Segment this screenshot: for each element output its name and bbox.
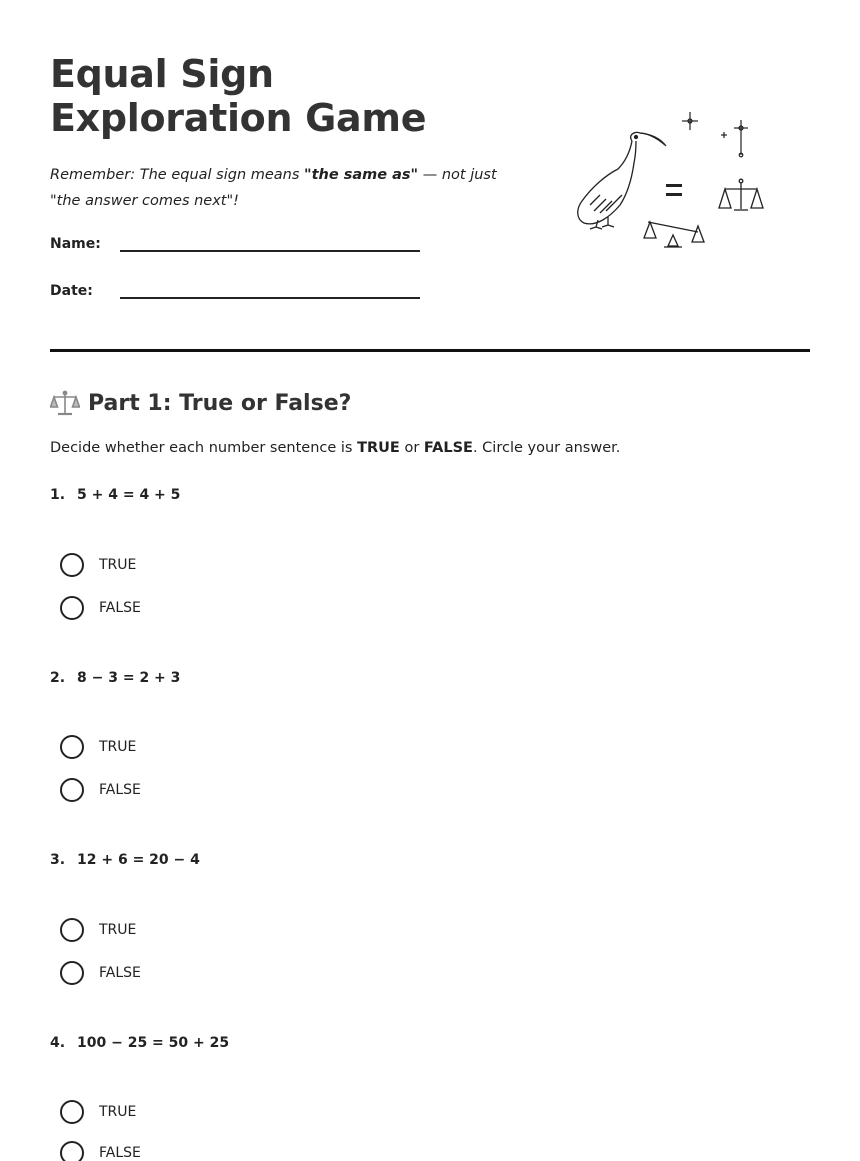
- instructions-suffix: . Circle your answer.: [472, 440, 621, 456]
- option-false[interactable]: [60, 1141, 141, 1161]
- worksheet-title: Equal Sign Exploration Game: [50, 52, 427, 140]
- worksheet-header: [50, 52, 520, 214]
- question-3: [50, 852, 200, 981]
- question-text: [50, 1035, 229, 1051]
- reminder-text: [50, 162, 520, 214]
- question-number: 1.: [50, 487, 66, 503]
- question-1: [50, 487, 181, 616]
- option-label: TRUE: [99, 739, 137, 755]
- question-number: 4.: [50, 1035, 66, 1051]
- balance-scale-right: [719, 179, 763, 210]
- option-label: FALSE: [99, 600, 141, 616]
- option-label: FALSE: [99, 1145, 141, 1161]
- reminder-emphasis: "the same as": [304, 167, 419, 183]
- question-number: 2.: [50, 670, 66, 686]
- option-label: TRUE: [99, 922, 137, 938]
- answer-circle[interactable]: [60, 553, 84, 577]
- question-text: [50, 670, 180, 686]
- reminder-suffix: — not just "the answer comes next"!: [50, 167, 497, 209]
- option-false[interactable]: [60, 596, 141, 620]
- instructions-prefix: Decide whether each number sentence is: [50, 440, 358, 456]
- balance-scale-bottom: [644, 222, 704, 247]
- option-true[interactable]: [60, 735, 136, 759]
- answer-circle[interactable]: [60, 918, 84, 942]
- question-4: [50, 1035, 230, 1161]
- option-false[interactable]: [60, 961, 141, 985]
- question-number: 3.: [50, 852, 66, 868]
- option-label: TRUE: [99, 1104, 137, 1120]
- option-true[interactable]: [60, 918, 136, 942]
- date-label: Date:: [50, 283, 93, 299]
- equals-sign: [666, 184, 682, 196]
- bird-and-scales-illustration: [570, 105, 780, 255]
- name-line[interactable]: [120, 232, 420, 252]
- number-sentence: 5 + 4 = 4 + 5: [77, 487, 181, 503]
- bird-icon: [578, 132, 666, 229]
- question-text: [50, 487, 180, 503]
- illustration-equals-text: =: [674, 197, 675, 198]
- answer-circle[interactable]: [60, 596, 84, 620]
- instructions-false-word: FALSE: [423, 440, 473, 456]
- date-field: [50, 279, 420, 299]
- name-field: [50, 232, 420, 252]
- option-label: FALSE: [99, 782, 141, 798]
- option-label: TRUE: [99, 557, 137, 573]
- sparkle-icons: [682, 112, 748, 157]
- part1-heading: [50, 388, 351, 418]
- option-false[interactable]: [60, 778, 141, 802]
- question-text: [50, 852, 200, 868]
- number-sentence: 100 − 25 = 50 + 25: [77, 1035, 230, 1051]
- part1-instructions: [50, 440, 620, 456]
- option-true[interactable]: [60, 1100, 136, 1124]
- part1-title: Part 1: True or False?: [88, 390, 352, 416]
- answer-circle[interactable]: [60, 961, 84, 985]
- number-sentence: 12 + 6 = 20 − 4: [77, 852, 200, 868]
- balance-scale-icon: [50, 388, 80, 418]
- date-line[interactable]: [120, 279, 420, 299]
- name-label: Name:: [50, 236, 101, 252]
- answer-circle[interactable]: [60, 735, 84, 759]
- instructions-middle: or: [399, 440, 424, 456]
- option-label: FALSE: [99, 965, 141, 981]
- answer-circle[interactable]: [60, 1141, 84, 1161]
- answer-circle[interactable]: [60, 778, 84, 802]
- answer-circle[interactable]: [60, 1100, 84, 1124]
- number-sentence: 8 − 3 = 2 + 3: [77, 670, 181, 686]
- reminder-prefix: Remember: The equal sign means: [50, 167, 305, 183]
- option-true[interactable]: [60, 553, 136, 577]
- instructions-true-word: TRUE: [357, 440, 400, 456]
- question-2: [50, 670, 181, 798]
- section-divider: [50, 349, 810, 352]
